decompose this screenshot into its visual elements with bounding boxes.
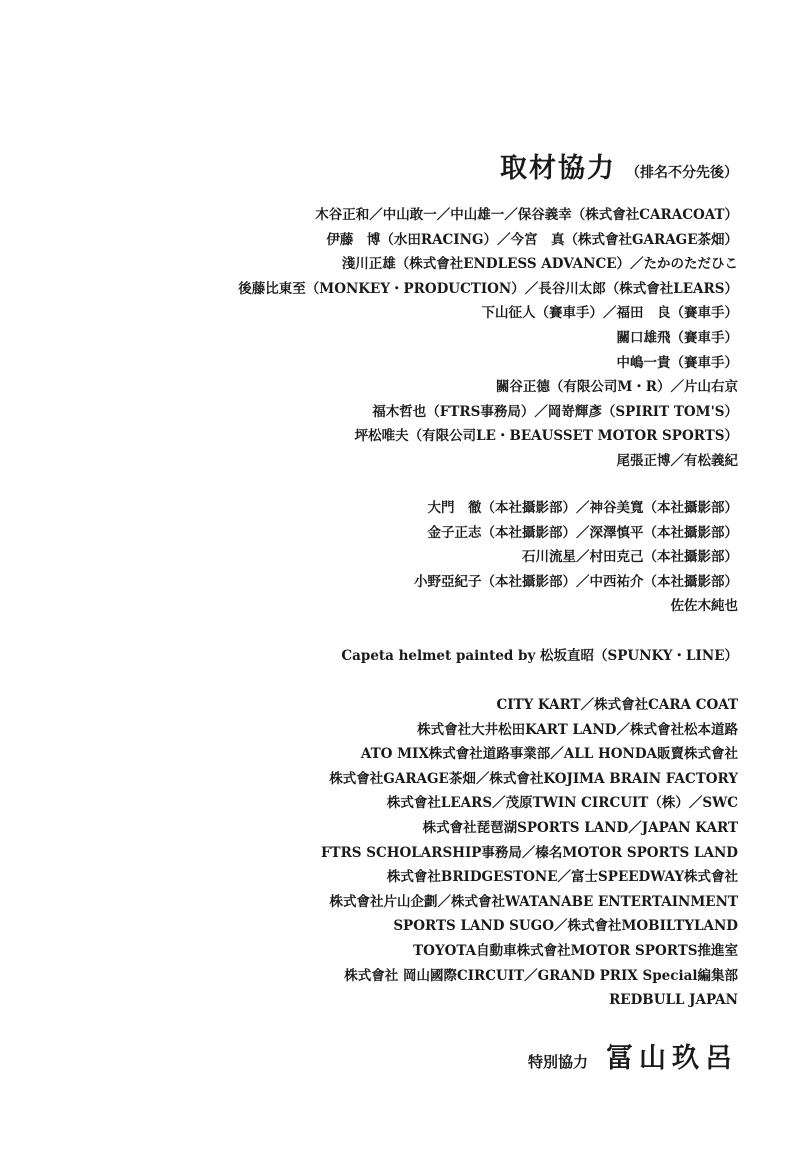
credit-line: CITY KART／株式會社CARA COAT (496, 697, 738, 713)
credits-block-individuals (238, 203, 738, 474)
credit-line: 下山征人（賽車手）／福田 良（賽車手） (481, 305, 738, 322)
credit-line: Capeta helmet painted by 松坂直昭（SPUNKY・LINE） (341, 648, 738, 664)
credit-line: 株式會社琵琶湖SPORTS LAND／JAPAN KART (422, 819, 738, 836)
credit-line: TOYOTA自動車株式會社MOTOR SPORTS推進室 (413, 942, 738, 959)
credit-line: 淺川正雄（株式會社ENDLESS ADVANCE）／たかのただひこ (341, 256, 738, 273)
special-cooperation (528, 1036, 738, 1075)
credit-line: 坪松唯夫（有限公司LE・BEAUSSET MOTOR SPORTS） (354, 428, 738, 445)
credit-line: REDBULL JAPAN (609, 992, 738, 1009)
credit-line: 佐佐木純也 (670, 598, 738, 615)
credits-block-organizations (321, 693, 738, 1013)
credit-line: 金子正志（本社攝影部）／深澤慎平（本社攝影部） (427, 524, 738, 541)
credit-line: 株式會社片山企劃／株式會社WATANABE ENTERTAINMENT (329, 893, 738, 910)
page-title: 取材協力 (500, 153, 616, 184)
credit-line: 石川流星／村田克己（本社攝影部） (522, 549, 738, 566)
credit-line: SPORTS LAND SUGO／株式會社MOBILTYLAND (393, 918, 738, 935)
credit-line: 福木哲也（FTRS事務局）／岡嵜輝彥（SPIRIT TOM'S） (372, 403, 738, 420)
credit-line: 關谷正德（有限公司M・R）／片山右京 (495, 379, 738, 396)
credit-line: 後藤比東至（MONKEY・PRODUCTION）／長谷川太郎（株式會社LEARS） (238, 280, 738, 297)
credit-line: 尾張正博／有松義紀 (616, 452, 738, 469)
special-cooperation-name: 冨山玖呂 (606, 1043, 738, 1074)
page-subtitle: （排名不分先後） (626, 165, 738, 181)
credit-line: 株式會社GARAGE茶畑／株式會社KOJIMA BRAIN FACTORY (329, 770, 738, 787)
credit-line: 伊藤 博（水田RACING）／今宮 真（株式會社GARAGE茶畑） (326, 231, 738, 248)
credit-line: 株式會社 岡山國際CIRCUIT／GRAND PRIX Special編集部 (344, 967, 738, 984)
credit-line: ATO MIX株式會社道路事業部／ALL HONDA販賣株式會社 (360, 746, 738, 763)
credit-line: 大門 徹（本社攝影部）／神谷美寬（本社攝影部） (427, 500, 738, 516)
credit-line: 關口雄飛（賽車手） (616, 329, 738, 346)
credit-line: 株式會社大井松田KART LAND／株式會社松本道路 (417, 721, 738, 738)
credits-block-helmet (341, 644, 738, 669)
credit-line: FTRS SCHOLARSHIP事務局／榛名MOTOR SPORTS LAND (320, 844, 738, 861)
credit-line: 株式會社BRIDGESTONE／富士SPEEDWAY株式會社 (386, 869, 738, 886)
credit-line: 株式會社LEARS／茂原TWIN CIRCUIT（株）／SWC (386, 795, 738, 812)
credit-line: 中嶋一貴（賽車手） (616, 354, 738, 371)
credits-block-photography (414, 496, 738, 619)
title-row (500, 146, 738, 185)
special-cooperation-label: 特別協力 (527, 1053, 588, 1071)
credit-line: 木谷正和／中山敢一／中山雄一／保谷義幸（株式會社CARACOAT） (315, 207, 738, 223)
credit-line: 小野亞紀子（本社攝影部）／中西祐介（本社攝影部） (414, 573, 738, 590)
